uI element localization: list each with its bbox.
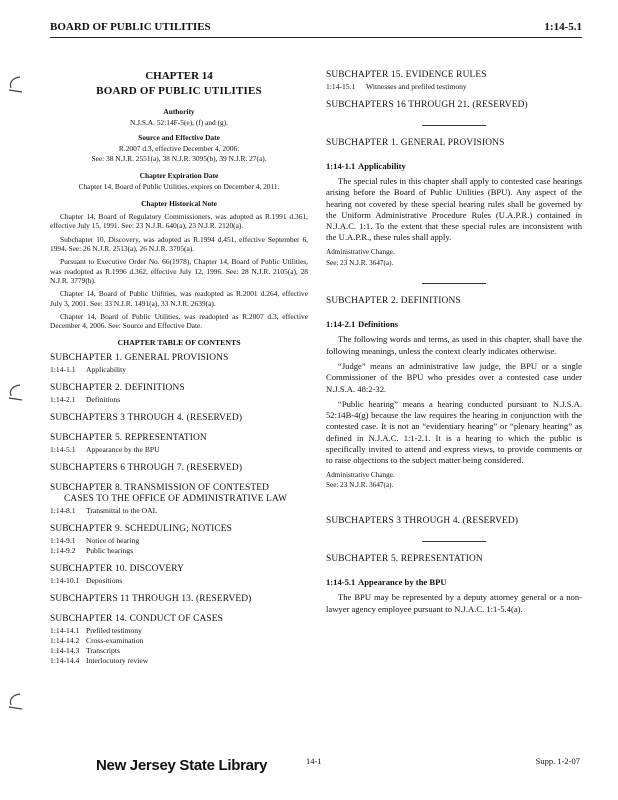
toc-entry[interactable]: 1:14-9.2 Public hearings [50, 546, 134, 556]
toc-entry[interactable]: 1:14-14.1 Prefiled testimony [50, 626, 142, 636]
section-history-note: Administrative Change. [326, 470, 395, 479]
expiration-heading: Chapter Expiration Date [139, 170, 219, 180]
toc-subchapter-title: SUBCHAPTER 5. REPRESENTATION [50, 433, 207, 444]
toc-entry[interactable]: 1:14-1.1 Applicability [50, 365, 127, 375]
authority-heading: Authority [163, 107, 195, 116]
historical-paragraph: Chapter 14, Board of Public Utilities, was readopted as R.2001 d.264, effective July 3, 2001. See: 33 N.J.R. 1491(a), 33 N.J.R. 2639(a). [50, 289, 308, 308]
source-text: R.2007 d.3, effective December 4, 2006. [118, 144, 240, 154]
toc-subchapter-title: SUBCHAPTER 1. GENERAL PROVISIONS [50, 353, 229, 364]
historical-paragraph: Chapter 14, Board of Public Utilities, was readopted as R.2007 d.3, effective December 4, 2006. See: Source and Effective Date. [50, 311, 308, 331]
toc-subchapter [50, 463, 308, 474]
toc-subchapter-title: SUBCHAPTER 14. CONDUCT OF CASES [50, 614, 224, 625]
historical-paragraph: Subchapter 10, Discovery, was adopted as R.1994 d.451, effective September 6, 1994. See: 26 N.J.R. 2513(a), 26 N.J.R. 3705(a). [50, 234, 308, 254]
toc-entry[interactable]: 1:14-5.1 Appearance by the BPU [50, 445, 160, 455]
left-column [50, 70, 308, 674]
running-header [50, 19, 582, 38]
toc-subchapter [50, 433, 308, 454]
library-watermark: New Jersey State Library [96, 757, 268, 774]
source-citations: See: 38 N.J.R. 2551(a), 38 N.J.R. 3095(b), 39 N.J.R. 27(a). [91, 153, 267, 163]
section-body: The special rules in this chapter shall apply to contested case hearings arising before the Board of Public Utilities (BPU). Any aspect of the hearing not covered by these special hearing rules shall be governed by the Uniform Administrative Procedure Rules (U.A.P.R.) contained in N.J.A.C. 1:1. To the extent that these special rules are inconsistent with the U.A.P.R., these rules shall apply. [326, 176, 582, 243]
toc-subchapter-title: SUBCHAPTER 10. DISCOVERY [50, 564, 185, 575]
toc-subchapter [326, 70, 582, 91]
section-body: “Judge” means an administrative law judge, the BPU or a single Commissioner of the BPU who presides over a contested case under N.J.S.A. 48:2-32. [326, 360, 582, 394]
subchapter-heading: SUBCHAPTER 1. GENERAL PROVISIONS [326, 138, 505, 148]
toc-subchapter [50, 353, 308, 374]
section-history-note: Administrative Change. [326, 247, 395, 256]
section-body: The BPU may be represented by a deputy attorney general or a non-lawyer agency employee pursuant to N.J.A.C. 1:1-5.4(a). [326, 592, 582, 614]
historical-paragraph: Pursuant to Executive Order No. 66(1978), Chapter 14, Board of Public Utilities, was readopted as R.1996 d.362, effective July 12, 1996. See: 28 N.J.R. 2105(a), 28 N.J.R. 3779(b). [50, 257, 308, 285]
toc-subchapter [50, 524, 308, 555]
section-divider [422, 283, 486, 284]
toc-entry[interactable]: 1:14-14.3 Transcripts [50, 646, 120, 656]
toc-subchapter-title: SUBCHAPTER 15. EVIDENCE RULES [326, 70, 487, 80]
toc-subchapter [326, 100, 582, 111]
section-history-citation: See: 23 N.J.R. 3647(a). [326, 258, 394, 267]
toc-entry[interactable]: 1:14-10.1 Depositions [50, 576, 123, 586]
toc-subchapter-title: SUBCHAPTERS 3 THROUGH 4. (RESERVED) [50, 413, 243, 424]
section-body: The following words and terms, as used in this chapter, shall have the following meanings, unless the context clearly indicates otherwise. [326, 334, 582, 356]
toc-entry[interactable]: 1:14-2.1 Definitions [50, 395, 121, 405]
toc-subchapter-title: SUBCHAPTER 8. TRANSMISSION OF CONTESTED [50, 483, 269, 494]
toc-subchapter [50, 383, 308, 404]
subchapter-heading: SUBCHAPTER 5. REPRESENTATION [326, 554, 483, 565]
toc-subchapter-title: SUBCHAPTER 2. DEFINITIONS [50, 383, 185, 394]
toc-entry[interactable]: 1:14-8.1 Transmittal to the OAL [50, 506, 158, 516]
toc-entry[interactable]: 1:14-14.4 Interlocutory review [50, 656, 149, 666]
section-heading: 1:14-5.1 Appearance by the BPU [326, 577, 447, 588]
toc-subchapter-title: SUBCHAPTER 9. SCHEDULING; NOTICES [50, 524, 233, 535]
section-heading: 1:14-1.1 Applicability [326, 161, 406, 171]
toc-subchapter-title: SUBCHAPTERS 6 THROUGH 7. (RESERVED) [50, 463, 243, 474]
punch-hole-mark [6, 75, 24, 95]
section-history-citation: See: 23 N.J.R. 3647(a). [326, 481, 394, 490]
toc-subchapter-title-cont: CASES TO THE OFFICE OF ADMINISTRATIVE LAW [64, 494, 288, 505]
supplement-date: Supp. 1-2-07 [535, 756, 580, 766]
section-divider [422, 541, 486, 542]
historical-paragraph: Chapter 14, Board of Regulatory Commissioners, was adopted as R.1991 d.361, effective July 15, 1991. See: 23 N.J.R. 640(a), 23 N.J.R. 2120(a). [50, 212, 308, 231]
chapter-title: BOARD OF PUBLIC UTILITIES [96, 85, 262, 97]
section-heading: 1:14-2.1 Definitions [326, 319, 399, 330]
toc-heading: CHAPTER TABLE OF CONTENTS [117, 338, 241, 348]
header-title: BOARD OF PUBLIC UTILITIES [50, 21, 211, 33]
subchapter-heading: SUBCHAPTERS 3 THROUGH 4. (RESERVED) [326, 516, 519, 527]
table-of-contents [50, 353, 308, 665]
expiration-text: Chapter 14, Board of Public Utilities, expires on December 4, 2011. [78, 181, 280, 191]
toc-subchapter [50, 564, 308, 585]
toc-entry[interactable]: 1:14-9.1 Notice of hearing [50, 536, 140, 546]
subchapter-heading: SUBCHAPTER 2. DEFINITIONS [326, 296, 461, 307]
toc-subchapter-title: SUBCHAPTERS 11 THROUGH 13. (RESERVED) [50, 594, 252, 605]
toc-entry[interactable]: 1:14-15.1 Witnesses and prefiled testimony [326, 82, 467, 91]
punch-hole-mark [6, 692, 24, 712]
authority-text: N.J.S.A. 52:14F-5(e), (f) and (g). [129, 118, 229, 127]
toc-entry[interactable]: 1:14-14.2 Cross-examination [50, 636, 144, 646]
historical-note-heading: Chapter Historical Note [141, 199, 217, 209]
page-number: 14-1 [306, 756, 322, 766]
chapter-number: CHAPTER 14 [145, 70, 213, 82]
toc-subchapter [50, 614, 308, 665]
toc-subchapter-title: SUBCHAPTERS 16 THROUGH 21. (RESERVED) [326, 100, 528, 110]
section-body: “Public hearing” means a hearing conducted pursuant to N.J.S.A. 52:14B-4(g) because the law requires the hearing in conjunction with the contested case. It is not an “evidentiary hearing” or “plenary hearing” as defined in N.J.A.C. 1:1-2.1. It is a hearing to which the public is specifically invited to attend and express views, to provide comments or to raise objections to the subject matter being considered. [326, 398, 582, 466]
toc-subchapter [50, 594, 308, 605]
section-divider [422, 125, 486, 126]
historical-note [50, 212, 308, 330]
header-section: 1:14-5.1 [544, 21, 582, 33]
source-heading: Source and Effective Date [138, 133, 220, 143]
right-column [326, 70, 582, 619]
toc-subchapter [50, 483, 308, 515]
punch-hole-mark [6, 383, 24, 403]
toc-subchapter [50, 413, 308, 424]
